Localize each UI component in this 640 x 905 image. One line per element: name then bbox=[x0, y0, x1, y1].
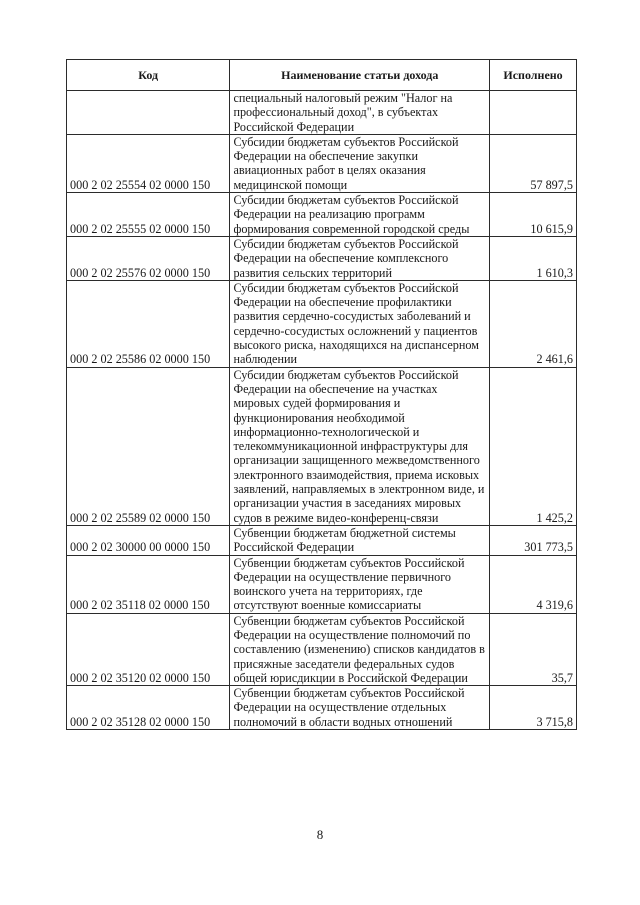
header-amount: Исполнено bbox=[490, 60, 577, 91]
row-amount: 2 461,6 bbox=[490, 280, 577, 367]
revenue-table bbox=[66, 59, 577, 730]
table-row bbox=[67, 367, 577, 525]
row-amount: 35,7 bbox=[490, 613, 577, 685]
row-name: Субсидии бюджетам субъектов Российской Федерации на обеспечение на участках мировых судей формирования и функционирования необходимой информационно-технологической и телекоммуникационной инфраструктуры для организации защищенного межведомственного электронного взаимодействия, приема исковых заявлений, направляемых в электронном виде, и организации участия в заседаниях мировых судов в режиме видео-конференц-связи bbox=[230, 367, 490, 525]
table-header-row bbox=[67, 60, 577, 91]
row-code: 000 2 02 35120 02 0000 150 bbox=[67, 613, 230, 685]
row-code: 000 2 02 25589 02 0000 150 bbox=[67, 367, 230, 525]
row-code: 000 2 02 25554 02 0000 150 bbox=[67, 134, 230, 192]
row-amount: 3 715,8 bbox=[490, 686, 577, 730]
row-amount: 10 615,9 bbox=[490, 193, 577, 237]
row-amount: 301 773,5 bbox=[490, 525, 577, 555]
row-amount bbox=[490, 91, 577, 135]
row-name: Субвенции бюджетам субъектов Российской Федерации на осуществление первичного воинского учета на территориях, где отсутствуют военные комиссариаты bbox=[230, 555, 490, 613]
row-code: 000 2 02 30000 00 0000 150 bbox=[67, 525, 230, 555]
row-code: 000 2 02 25576 02 0000 150 bbox=[67, 236, 230, 280]
header-code: Код bbox=[67, 60, 230, 91]
row-name: Субвенции бюджетам бюджетной системы Российской Федерации bbox=[230, 525, 490, 555]
row-name: Субсидии бюджетам субъектов Российской Федерации на обеспечение комплексного развития сельских территорий bbox=[230, 236, 490, 280]
row-code: 000 2 02 25555 02 0000 150 bbox=[67, 193, 230, 237]
table-row bbox=[67, 193, 577, 237]
table-row bbox=[67, 280, 577, 367]
row-code: 000 2 02 35118 02 0000 150 bbox=[67, 555, 230, 613]
table-row bbox=[67, 525, 577, 555]
row-code bbox=[67, 91, 230, 135]
table-row bbox=[67, 236, 577, 280]
page-number: 8 bbox=[316, 827, 324, 842]
row-name: Субвенции бюджетам субъектов Российской Федерации на осуществление отдельных полномочий в области водных отношений bbox=[230, 686, 490, 730]
table-row bbox=[67, 613, 577, 685]
row-code: 000 2 02 25586 02 0000 150 bbox=[67, 280, 230, 367]
table-row bbox=[67, 555, 577, 613]
row-amount: 57 897,5 bbox=[490, 134, 577, 192]
row-name: Субсидии бюджетам субъектов Российской Федерации на реализацию программ формирования современной городской среды bbox=[230, 193, 490, 237]
row-amount: 4 319,6 bbox=[490, 555, 577, 613]
row-code: 000 2 02 35128 02 0000 150 bbox=[67, 686, 230, 730]
row-name: Субсидии бюджетам субъектов Российской Федерации на обеспечение профилактики развития сердечно-сосудистых заболеваний и сердечно-сосудистых осложнений у пациентов высокого риска, находящихся на диспансерном наблюдении bbox=[230, 280, 490, 367]
table-row bbox=[67, 91, 577, 135]
header-name: Наименование статьи дохода bbox=[230, 60, 490, 91]
table-row bbox=[67, 134, 577, 192]
table-row bbox=[67, 686, 577, 730]
row-name: специальный налоговый режим "Налог на профессиональный доход", в субъектах Российской Федерации bbox=[230, 91, 490, 135]
row-amount: 1 425,2 bbox=[490, 367, 577, 525]
row-name: Субсидии бюджетам субъектов Российской Федерации на обеспечение закупки авиационных работ в целях оказания медицинской помощи bbox=[230, 134, 490, 192]
row-name: Субвенции бюджетам субъектов Российской Федерации на осуществление полномочий по составлению (изменению) списков кандидатов в присяжные заседатели федеральных судов общей юрисдикции в Российской Федерации bbox=[230, 613, 490, 685]
row-amount: 1 610,3 bbox=[490, 236, 577, 280]
